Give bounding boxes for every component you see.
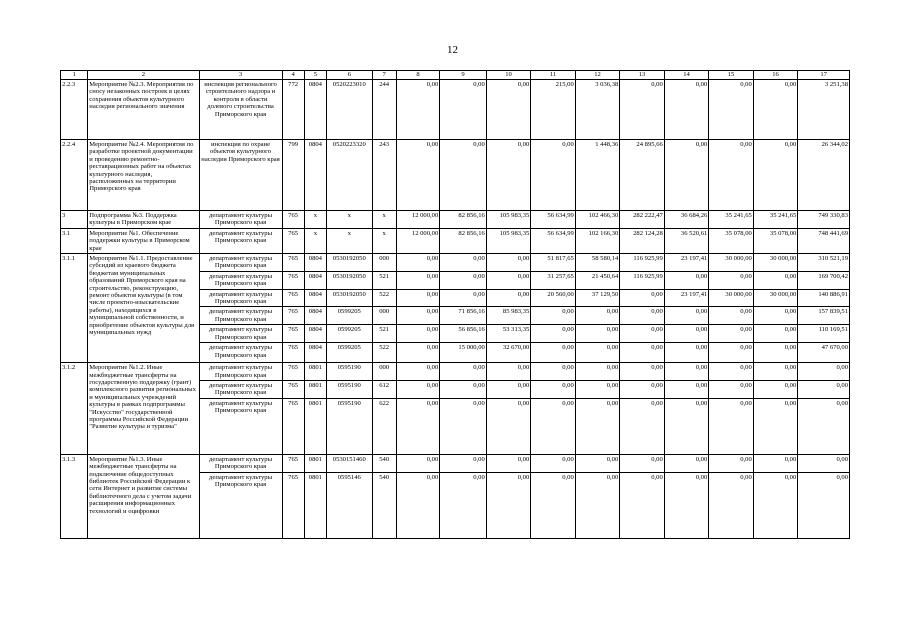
amount-cell: 110 169,51 [798, 325, 850, 343]
classification-code: 765 [282, 228, 304, 253]
amount-cell: 157 839,51 [798, 307, 850, 325]
amount-cell: 0,00 [396, 140, 439, 211]
amount-cell: 0,00 [440, 80, 487, 140]
amount-cell: 0,00 [531, 343, 576, 363]
amount-cell: 56 856,16 [440, 325, 487, 343]
executor: департамент культуры Приморского края [199, 254, 282, 272]
amount-cell: 0,00 [709, 472, 754, 538]
amount-cell: 53 313,35 [486, 325, 531, 343]
classification-code: 0804 [304, 325, 326, 343]
classification-code: 765 [282, 398, 304, 454]
column-number: 7 [372, 71, 396, 80]
classification-code: 0595146 [327, 472, 373, 538]
amount-cell: 0,00 [440, 472, 487, 538]
amount-cell: 35 078,00 [709, 228, 754, 253]
executor: департамент культуры Приморского края [199, 363, 282, 381]
column-number: 5 [304, 71, 326, 80]
amount-cell: 0,00 [798, 472, 850, 538]
table-row [61, 454, 850, 472]
amount-cell: 0,00 [664, 271, 709, 289]
amount-cell: 0,00 [486, 140, 531, 211]
classification-code: 0801 [304, 472, 326, 538]
amount-cell: 26 344,02 [798, 140, 850, 211]
amount-cell: 0,00 [396, 454, 439, 472]
amount-cell: 0,00 [575, 363, 620, 381]
amount-cell: 82 856,16 [440, 228, 487, 253]
amount-cell: 0,00 [486, 254, 531, 272]
classification-code: 522 [372, 343, 396, 363]
header-row [61, 71, 850, 80]
amount-cell: 0,00 [620, 325, 665, 343]
amount-cell: 0,00 [575, 343, 620, 363]
row-code: 3.1.1 [61, 254, 88, 363]
amount-cell: 0,00 [531, 325, 576, 343]
page-number: 12 [447, 44, 458, 56]
amount-cell: 0,00 [486, 454, 531, 472]
amount-cell: 0,00 [396, 380, 439, 398]
amount-cell: 0,00 [396, 472, 439, 538]
amount-cell: 0,00 [396, 343, 439, 363]
amount-cell: 0,00 [709, 140, 754, 211]
amount-cell: 0,00 [620, 343, 665, 363]
column-number: 14 [664, 71, 709, 80]
amount-cell: 36 520,61 [664, 228, 709, 253]
amount-cell: 0,00 [664, 454, 709, 472]
amount-cell: 82 856,16 [440, 211, 487, 229]
amount-cell: 105 983,35 [486, 228, 531, 253]
column-number: 17 [798, 71, 850, 80]
classification-code: 521 [372, 271, 396, 289]
classification-code: 765 [282, 472, 304, 538]
executor: инспекция по охране объектов культурного наследия Приморского края [199, 140, 282, 211]
column-number: 8 [396, 71, 439, 80]
amount-cell: 0,00 [620, 363, 665, 381]
amount-cell: 0,00 [440, 254, 487, 272]
classification-code: 0599205 [327, 343, 373, 363]
amount-cell: 0,00 [709, 80, 754, 140]
classification-code: 0530151460 [327, 454, 373, 472]
amount-cell: 0,00 [575, 398, 620, 454]
executor: департамент культуры Приморского края [199, 343, 282, 363]
classification-code: 622 [372, 398, 396, 454]
table-row [61, 228, 850, 253]
amount-cell: 282 124,28 [620, 228, 665, 253]
amount-cell: 0,00 [531, 454, 576, 472]
table-row [61, 363, 850, 381]
classification-code: 0520223320 [327, 140, 373, 211]
amount-cell: 0,00 [396, 289, 439, 307]
classification-code: 612 [372, 380, 396, 398]
classification-code: 540 [372, 472, 396, 538]
amount-cell: 12 000,00 [396, 211, 439, 229]
amount-cell: 0,00 [709, 343, 754, 363]
table-row [61, 140, 850, 211]
amount-cell: 0,00 [664, 307, 709, 325]
classification-code: 765 [282, 454, 304, 472]
classification-code: 0595190 [327, 380, 373, 398]
row-code: 3.1 [61, 228, 88, 253]
amount-cell: 0,00 [709, 325, 754, 343]
amount-cell: 0,00 [753, 80, 798, 140]
executor: департамент культуры Приморского края [199, 271, 282, 289]
amount-cell: 0,00 [753, 398, 798, 454]
classification-code: 765 [282, 307, 304, 325]
amount-cell: 0,00 [575, 454, 620, 472]
classification-code: 000 [372, 307, 396, 325]
amount-cell: 0,00 [664, 398, 709, 454]
classification-code: 0530192050 [327, 271, 373, 289]
amount-cell: 748 441,69 [798, 228, 850, 253]
executor: департамент культуры Приморского края [199, 211, 282, 229]
amount-cell: 0,00 [531, 398, 576, 454]
amount-cell: 0,00 [709, 454, 754, 472]
amount-cell: 215,00 [531, 80, 576, 140]
amount-cell: 0,00 [664, 140, 709, 211]
amount-cell: 116 925,99 [620, 254, 665, 272]
amount-cell: 30 000,00 [753, 289, 798, 307]
row-code: 3.1.2 [61, 363, 88, 455]
classification-code: 0599205 [327, 325, 373, 343]
amount-cell: 0,00 [753, 380, 798, 398]
amount-cell: 140 886,91 [798, 289, 850, 307]
executor: департамент культуры Приморского края [199, 398, 282, 454]
executor: инспекция регионального строительного надзора и контроля в области долевого строительства Приморского края [199, 80, 282, 140]
classification-code: 0599205 [327, 307, 373, 325]
row-description: Мероприятие №2.3. Мероприятия по сносу незаконных построек в целях сохранения объектов культурного наследия регионального значения [88, 80, 199, 140]
amount-cell: 0,00 [798, 380, 850, 398]
row-code: 3 [61, 211, 88, 229]
executor: департамент культуры Приморского края [199, 228, 282, 253]
classification-code: 0801 [304, 380, 326, 398]
amount-cell: 102 466,30 [575, 211, 620, 229]
amount-cell: 0,00 [620, 472, 665, 538]
amount-cell: 31 257,65 [531, 271, 576, 289]
amount-cell: 71 856,16 [440, 307, 487, 325]
classification-code: 243 [372, 140, 396, 211]
amount-cell: 30 000,00 [709, 289, 754, 307]
row-description: Мероприятие №1.2. Иные межбюджетные трансферты на государственную поддержку (грант) комплексного развития региональных и муниципальных учреждений культуры в рамках подпрограммы "Искусство" государственной программы Российской Федерации "Развитие культуры и туризма" [88, 363, 199, 455]
amount-cell: 0,00 [620, 380, 665, 398]
executor: департамент культуры Приморского края [199, 380, 282, 398]
amount-cell: 0,00 [486, 398, 531, 454]
amount-cell: 30 000,00 [753, 254, 798, 272]
amount-cell: 0,00 [396, 80, 439, 140]
column-number: 15 [709, 71, 754, 80]
classification-code: 0801 [304, 398, 326, 454]
classification-code: 0804 [304, 271, 326, 289]
amount-cell: 105 983,35 [486, 211, 531, 229]
executor: департамент культуры Приморского края [199, 454, 282, 472]
amount-cell: 0,00 [620, 454, 665, 472]
amount-cell: 51 817,65 [531, 254, 576, 272]
classification-code: 0595190 [327, 398, 373, 454]
amount-cell: 0,00 [440, 140, 487, 211]
amount-cell: 0,00 [440, 454, 487, 472]
amount-cell: 56 634,99 [531, 211, 576, 229]
amount-cell: 0,00 [620, 289, 665, 307]
amount-cell: 0,00 [396, 398, 439, 454]
column-number: 6 [327, 71, 373, 80]
executor: департамент культуры Приморского края [199, 289, 282, 307]
classification-code: 772 [282, 80, 304, 140]
amount-cell: 0,00 [440, 398, 487, 454]
amount-cell: 32 670,00 [486, 343, 531, 363]
row-description: Мероприятие №1.3. Иные межбюджетные трансферты на подключение общедоступных библиотек Российской Федерации к сети Интернет и развитие системы библиотечного дела с учетом задачи расширения информационных технологий и оцифровки [88, 454, 199, 538]
classification-code: 0801 [304, 363, 326, 381]
amount-cell: 0,00 [753, 271, 798, 289]
amount-cell: 0,00 [798, 363, 850, 381]
amount-cell: 0,00 [753, 307, 798, 325]
amount-cell: 0,00 [753, 363, 798, 381]
amount-cell: 0,00 [664, 363, 709, 381]
classification-code: 765 [282, 363, 304, 381]
amount-cell: 0,00 [753, 343, 798, 363]
column-number: 10 [486, 71, 531, 80]
column-number: 1 [61, 71, 88, 80]
column-number: 11 [531, 71, 576, 80]
amount-cell: 0,00 [396, 307, 439, 325]
amount-cell: 0,00 [486, 363, 531, 381]
row-code: 2.2.4 [61, 140, 88, 211]
amount-cell: 0,00 [709, 363, 754, 381]
amount-cell: 102 166,30 [575, 228, 620, 253]
amount-cell: 0,00 [620, 80, 665, 140]
executor: департамент культуры Приморского края [199, 472, 282, 538]
classification-code: 765 [282, 380, 304, 398]
classification-code: 765 [282, 254, 304, 272]
row-description: Подпрограмма №3. Поддержка культуры в Приморском крае [88, 211, 199, 229]
amount-cell: 0,00 [798, 454, 850, 472]
classification-code: 0804 [304, 254, 326, 272]
amount-cell: 0,00 [486, 271, 531, 289]
amount-cell: 1 448,36 [575, 140, 620, 211]
column-number: 16 [753, 71, 798, 80]
amount-cell: 310 521,19 [798, 254, 850, 272]
amount-cell: 0,00 [664, 380, 709, 398]
amount-cell: 0,00 [709, 307, 754, 325]
column-number: 9 [440, 71, 487, 80]
row-code: 3.1.3 [61, 454, 88, 538]
budget-table [60, 70, 850, 539]
amount-cell: 0,00 [486, 80, 531, 140]
amount-cell: 169 700,42 [798, 271, 850, 289]
amount-cell: 12 000,00 [396, 228, 439, 253]
amount-cell: 21 450,64 [575, 271, 620, 289]
classification-code: x [372, 211, 396, 229]
classification-code: 0804 [304, 140, 326, 211]
amount-cell: 23 197,41 [664, 254, 709, 272]
amount-cell: 35 241,65 [709, 211, 754, 229]
classification-code: x [327, 228, 373, 253]
column-number: 2 [88, 71, 199, 80]
classification-code: 000 [372, 254, 396, 272]
amount-cell: 0,00 [440, 363, 487, 381]
row-description: Мероприятие №1.1. Предоставление субсидий из краевого бюджета бюджетам муниципальных образований Приморского края на строительство, реконструкцию, ремонт объектов культуры (в том числе проектно-изыскательские работы), находящихся в муниципальной собственности, и приобретение объектов культуры для муниципальных нужд [88, 254, 199, 363]
amount-cell: 0,00 [798, 398, 850, 454]
amount-cell: 35 241,65 [753, 211, 798, 229]
amount-cell: 0,00 [396, 363, 439, 381]
amount-cell: 15 000,00 [440, 343, 487, 363]
amount-cell: 0,00 [486, 380, 531, 398]
classification-code: 765 [282, 211, 304, 229]
amount-cell: 0,00 [486, 472, 531, 538]
amount-cell: 0,00 [396, 271, 439, 289]
amount-cell: 749 330,83 [798, 211, 850, 229]
amount-cell: 0,00 [709, 398, 754, 454]
classification-code: 0801 [304, 454, 326, 472]
table-row [61, 254, 850, 272]
column-number: 13 [620, 71, 665, 80]
amount-cell: 0,00 [753, 454, 798, 472]
classification-code: 0530192050 [327, 254, 373, 272]
classification-code: x [304, 211, 326, 229]
classification-code: x [304, 228, 326, 253]
row-description: Мероприятие №2.4. Мероприятия по разработке проектной документации и проведению ремонтно-реставрационных работ на объектах культурного наследия, расположенных на территории Приморского края [88, 140, 199, 211]
table-row [61, 80, 850, 140]
amount-cell: 0,00 [531, 380, 576, 398]
amount-cell: 37 129,50 [575, 289, 620, 307]
amount-cell: 24 895,66 [620, 140, 665, 211]
amount-cell: 0,00 [440, 289, 487, 307]
amount-cell: 0,00 [709, 380, 754, 398]
executor: департамент культуры Приморского края [199, 307, 282, 325]
row-description: Мероприятие №1. Обеспечение поддержки культуры в Приморском крае [88, 228, 199, 253]
classification-code: 244 [372, 80, 396, 140]
classification-code: 0804 [304, 307, 326, 325]
amount-cell: 0,00 [753, 325, 798, 343]
amount-cell: 85 983,35 [486, 307, 531, 325]
amount-cell: 3 251,38 [798, 80, 850, 140]
amount-cell: 0,00 [396, 254, 439, 272]
classification-code: 521 [372, 325, 396, 343]
amount-cell: 0,00 [664, 80, 709, 140]
classification-code: x [327, 211, 373, 229]
amount-cell: 0,00 [709, 271, 754, 289]
amount-cell: 0,00 [575, 472, 620, 538]
classification-code: 0595190 [327, 363, 373, 381]
classification-code: 0804 [304, 80, 326, 140]
amount-cell: 0,00 [620, 398, 665, 454]
column-number: 4 [282, 71, 304, 80]
classification-code: 765 [282, 325, 304, 343]
amount-cell: 0,00 [531, 140, 576, 211]
classification-code: 0804 [304, 289, 326, 307]
amount-cell: 23 197,41 [664, 289, 709, 307]
classification-code: 765 [282, 343, 304, 363]
classification-code: 000 [372, 363, 396, 381]
amount-cell: 0,00 [575, 325, 620, 343]
amount-cell: 0,00 [664, 325, 709, 343]
classification-code: 522 [372, 289, 396, 307]
amount-cell: 0,00 [575, 380, 620, 398]
row-code: 2.2.3 [61, 80, 88, 140]
amount-cell: 0,00 [486, 289, 531, 307]
column-number: 12 [575, 71, 620, 80]
classification-code: 540 [372, 454, 396, 472]
amount-cell: 56 634,99 [531, 228, 576, 253]
amount-cell: 0,00 [753, 140, 798, 211]
amount-cell: 47 670,00 [798, 343, 850, 363]
classification-code: 765 [282, 271, 304, 289]
classification-code: 799 [282, 140, 304, 211]
amount-cell: 3 036,38 [575, 80, 620, 140]
classification-code: 765 [282, 289, 304, 307]
amount-cell: 0,00 [753, 472, 798, 538]
amount-cell: 36 684,26 [664, 211, 709, 229]
amount-cell: 0,00 [440, 380, 487, 398]
classification-code: 0530192050 [327, 289, 373, 307]
executor: департамент культуры Приморского края [199, 325, 282, 343]
classification-code: 0520223010 [327, 80, 373, 140]
amount-cell: 0,00 [575, 307, 620, 325]
amount-cell: 0,00 [664, 472, 709, 538]
amount-cell: 116 925,99 [620, 271, 665, 289]
amount-cell: 30 000,00 [709, 254, 754, 272]
classification-code: 0804 [304, 343, 326, 363]
amount-cell: 20 560,00 [531, 289, 576, 307]
classification-code: x [372, 228, 396, 253]
amount-cell: 58 580,14 [575, 254, 620, 272]
column-number: 3 [199, 71, 282, 80]
amount-cell: 0,00 [396, 325, 439, 343]
amount-cell: 0,00 [531, 472, 576, 538]
amount-cell: 0,00 [664, 343, 709, 363]
amount-cell: 35 078,00 [753, 228, 798, 253]
amount-cell: 282 222,47 [620, 211, 665, 229]
amount-cell: 0,00 [440, 271, 487, 289]
amount-cell: 0,00 [531, 307, 576, 325]
table-row [61, 211, 850, 229]
amount-cell: 0,00 [620, 307, 665, 325]
amount-cell: 0,00 [531, 363, 576, 381]
